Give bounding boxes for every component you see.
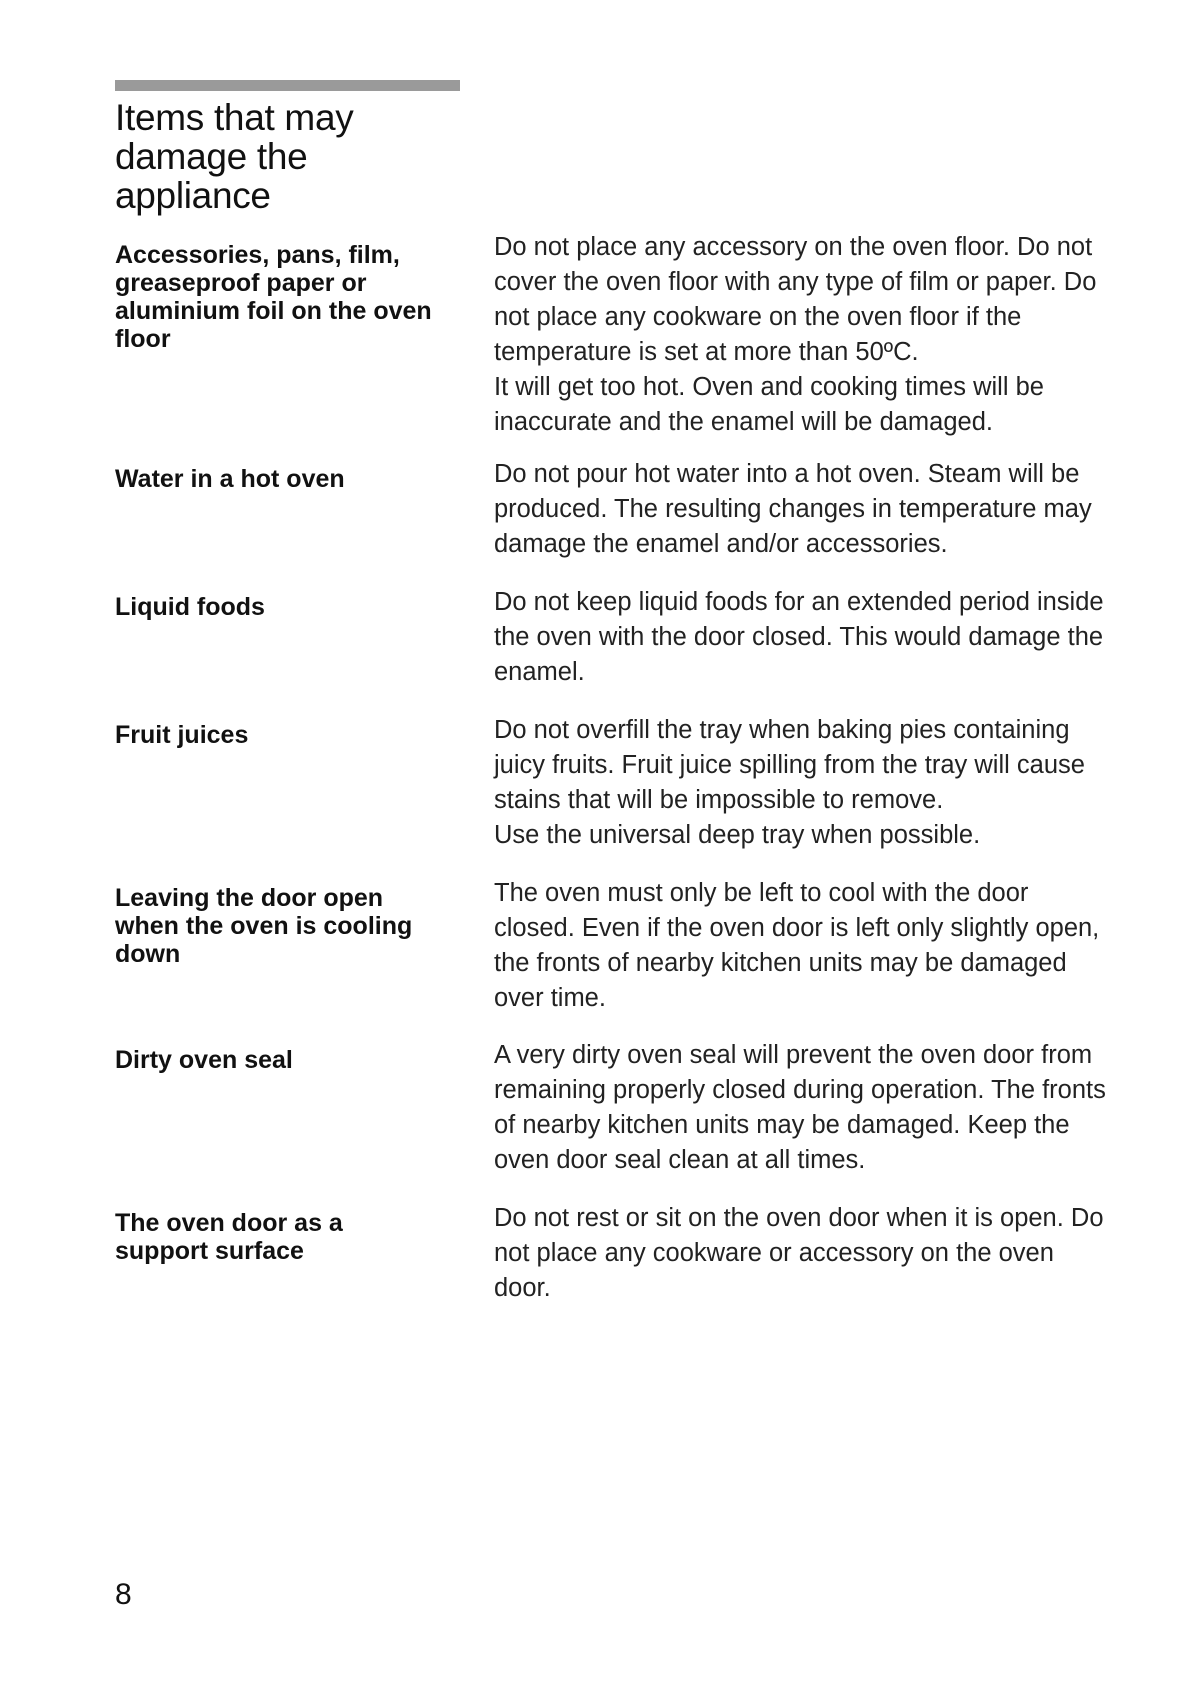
item-label: The oven door as a support surface <box>115 1209 343 1265</box>
item-label: Water in a hot oven <box>115 465 345 493</box>
item-description: Do not keep liquid foods for an extended period inside the oven with the door closed. This would damage the enamel. <box>494 588 1104 686</box>
section-title: Items that may damage the appliance <box>115 97 354 216</box>
item-description: A very dirty oven seal will prevent the oven door from remaining properly closed during operation. The fronts of nearby kitchen units may be damaged. Keep the oven door seal clean at all times. <box>494 1041 1106 1174</box>
item-description: The oven must only be left to cool with the door closed. Even if the oven door is left only slightly open, the fronts of nearby kitchen units may be damaged over time. <box>494 879 1100 1012</box>
item-description: Do not place any accessory on the oven floor. Do not cover the oven floor with any type of film or paper. Do not place any cookware on the oven floor if the temperature is set at more than 50ºC. It will get too hot. Oven and cooking times will be inaccurate and the enamel will be damaged. <box>494 233 1097 436</box>
item-description: Do not rest or sit on the oven door when it is open. Do not place any cookware or accessory on the oven door. <box>494 1204 1104 1302</box>
item-label: Leaving the door open when the oven is cooling down <box>115 884 413 968</box>
item-label: Fruit juices <box>115 721 249 749</box>
item-label: Accessories, pans, film, greaseproof paper or aluminium foil on the oven floor <box>115 241 432 353</box>
page-number: 8 <box>115 1578 132 1611</box>
item-label: Dirty oven seal <box>115 1046 293 1074</box>
item-label: Liquid foods <box>115 593 265 621</box>
section-header-bar <box>115 80 460 91</box>
item-description: Do not overfill the tray when baking pies containing juicy fruits. Fruit juice spilling from the tray will cause stains that will be impossible to remove. Use the universal deep tray when possible. <box>494 716 1085 849</box>
item-description: Do not pour hot water into a hot oven. Steam will be produced. The resulting changes in temperature may damage the enamel and/or accessories. <box>494 460 1092 558</box>
